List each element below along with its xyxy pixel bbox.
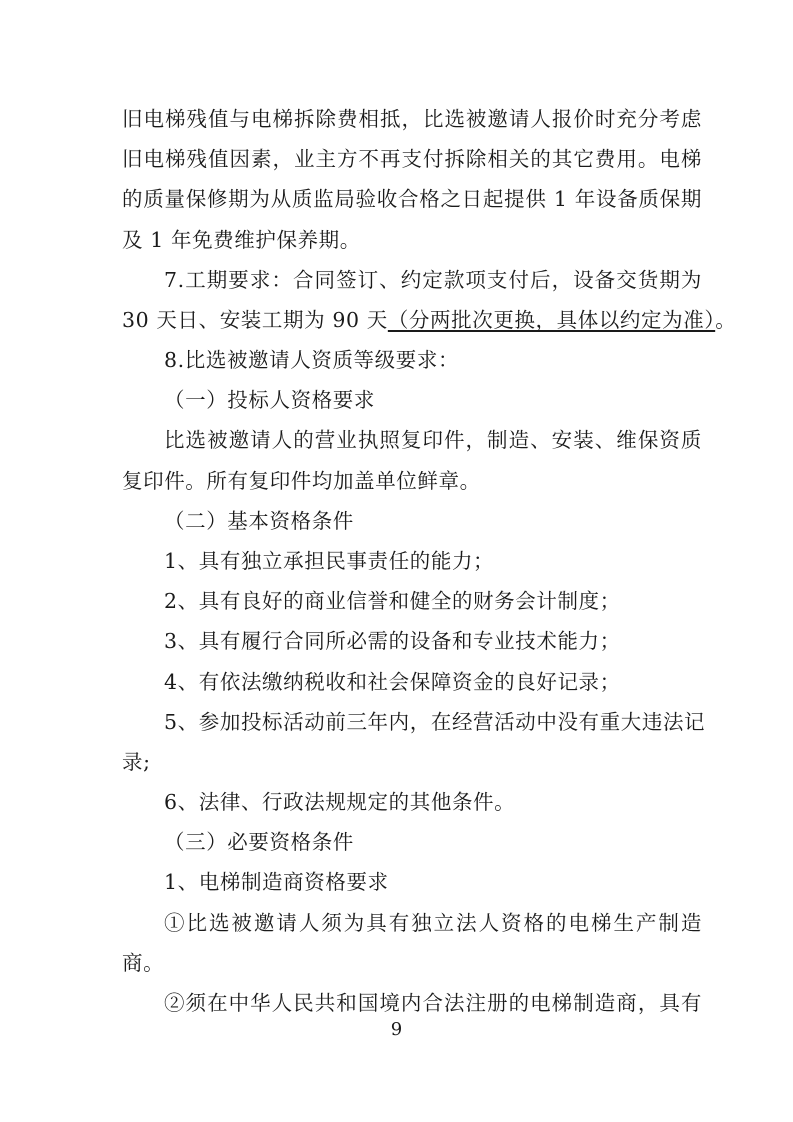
clause-8-heading: 8.比选被邀请人资质等级要求： xyxy=(164,348,460,372)
basic-condition-5-line-2: 录; xyxy=(122,750,151,774)
clause-7-period: 。 xyxy=(715,308,737,332)
requirement-2-line-1: ②须在中华人民共和国境内合法注册的电梯制造商，具有 xyxy=(164,991,702,1015)
paragraph-line-2: 旧电梯残值因素，业主方不再支付拆除相关的其它费用。电梯 xyxy=(122,147,702,171)
section-2-heading: （二）基本资格条件 xyxy=(164,509,354,533)
paragraph-line-1: 旧电梯残值与电梯拆除费相抵，比选被邀请人报价时充分考虑 xyxy=(122,107,702,131)
requirement-1-line-2: 商。 xyxy=(122,951,165,975)
basic-condition-6: 6、法律、行政法规规定的其他条件。 xyxy=(164,790,516,814)
paragraph-line-4: 及 1 年免费维护保养期。 xyxy=(122,228,361,252)
clause-7-underlined-note: （分两批次更换，具体以约定为准） xyxy=(387,308,716,332)
paragraph-line-3: 的质量保修期为从质监局验收合格之日起提供 1 年设备质保期 xyxy=(122,187,702,211)
clause-7-text: 30 天日、安装工期为 90 天 xyxy=(122,308,388,332)
basic-condition-3: 3、具有履行合同所必需的设备和专业技术能力； xyxy=(164,629,621,653)
section-3-heading: （三）必要资格条件 xyxy=(164,830,354,854)
basic-condition-4: 4、有依法缴纳税收和社会保障资金的良好记录； xyxy=(164,670,621,694)
section-1-line-1: 比选被邀请人的营业执照复印件，制造、安装、维保资质 xyxy=(164,428,702,452)
manufacturer-requirement-heading: 1、电梯制造商资格要求 xyxy=(164,870,389,894)
basic-condition-5-line-1: 5、参加投标活动前三年内，在经营活动中没有重大违法记 xyxy=(164,710,706,734)
section-1-line-2: 复印件。所有复印件均加盖单位鲜章。 xyxy=(122,469,481,493)
basic-condition-1: 1、具有独立承担民事责任的能力； xyxy=(164,549,495,573)
page-number: 9 xyxy=(390,1019,403,1040)
basic-condition-2: 2、具有良好的商业信誉和健全的财务会计制度； xyxy=(164,589,621,613)
section-1-heading: （一）投标人资格要求 xyxy=(164,388,375,412)
clause-7-line-2 xyxy=(122,305,737,335)
clause-7-line-1: 7.工期要求：合同签订、约定款项支付后，设备交货期为 xyxy=(164,268,702,292)
requirement-1-line-1: ①比选被邀请人须为具有独立法人资格的电梯生产制造 xyxy=(164,911,702,935)
